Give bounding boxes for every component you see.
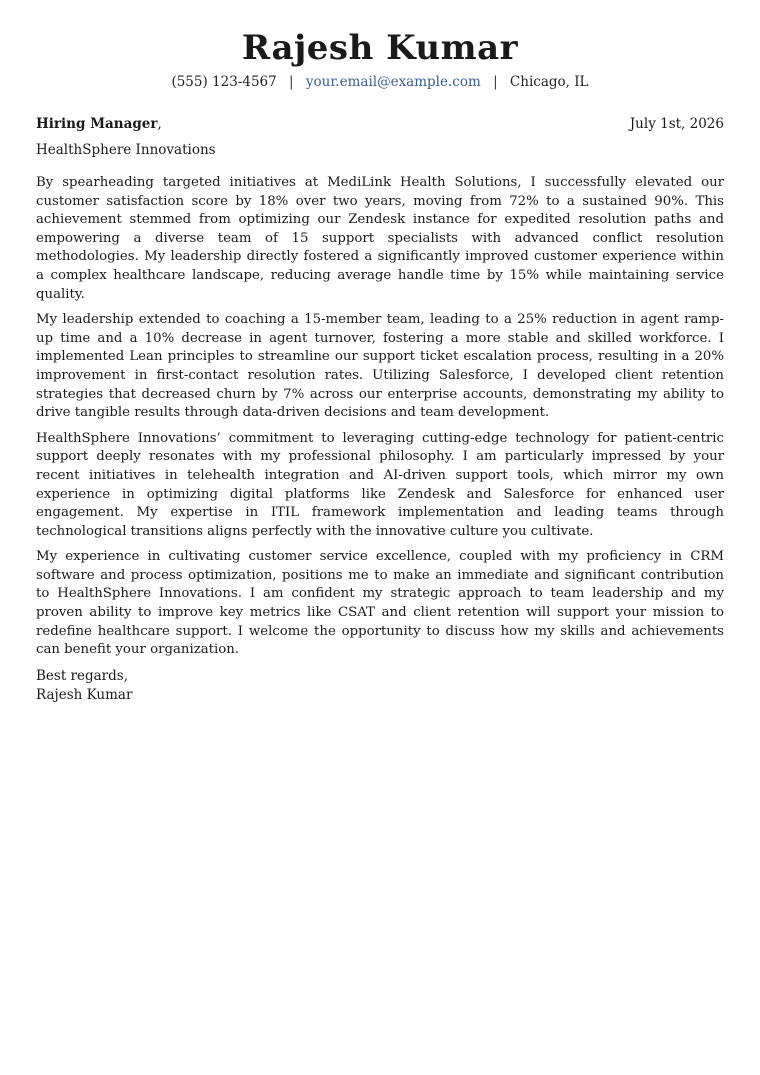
- recipient-company: HealthSphere Innovations: [36, 142, 216, 158]
- closing-signature: Rajesh Kumar: [36, 686, 133, 703]
- closing-salutation: Best regards,: [36, 667, 129, 684]
- letter-date: July 1st, 2026: [629, 116, 724, 132]
- contact-line: [36, 72, 724, 92]
- body-paragraph-1: By spearheading targeted initiatives at MediLink Health Solutions, I successfully elevated our customer satisfaction score by 18% over two years, moving from 72% to a sustained 90%. This achievement stemmed from optimizing our Zendesk instance for expedited resolution paths and empowering a diverse team of 15 support specialists with advanced conflict resolution methodologies. My leadership directly fostered a significantly improved customer experience within a complex healthcare landscape, reducing average handle time by 15% while maintaining service quality.: [36, 175, 724, 302]
- closing-block: [36, 667, 724, 705]
- body-paragraph-2: My leadership extended to coaching a 15-member team, leading to a 25% reduction in agent ramp-up time and a 10% decrease in agent turnover, fostering a more stable and skilled workforce. I implemented Lean principles to streamline our support ticket escalation process, resulting in a 20% improvement in first-contact resolution rates. Utilizing Salesforce, I developed client retention strategies that decreased churn by 7% across our enterprise accounts, demonstrating my ability to drive tangible results through data-driven decisions and team development.: [36, 312, 724, 421]
- recipient-name: Hiring Manager: [36, 116, 158, 132]
- recipient-line: [36, 114, 162, 134]
- body-paragraph-3: HealthSphere Innovations’ commitment to leveraging cutting-edge technology for patient-centric support deeply resonates with my professional philosophy. I am particularly impressed by your recent initiatives in telehealth integration and AI-driven support tools, which mirror my own experience in optimizing digital platforms like Zendesk and Salesforce for enhanced user engagement. My expertise in ITIL framework implementation and leading teams through technological transitions aligns perfectly with the innovative culture you cultivate.: [36, 430, 724, 539]
- email-link[interactable]: your.email@example.com: [305, 74, 481, 90]
- recipient-date-row: [36, 114, 724, 134]
- applicant-name: Rajesh Kumar: [241, 28, 519, 68]
- phone-number: (555) 123-4567: [171, 74, 277, 90]
- body-paragraph-4: My experience in cultivating customer service excellence, coupled with my proficiency in CRM software and process optimization, positions me to make an immediate and significant contribution to HealthSphere Innovations. I am confident my strategic approach to team leadership and my proven ability to improve key metrics like CSAT and client retention will support your mission to redefine healthcare support. I welcome the opportunity to discuss how my skills and achievements can benefit your organization.: [36, 549, 724, 658]
- contact-separator: |: [289, 74, 294, 90]
- letter-body: [36, 174, 724, 660]
- recipient-name-suffix: ,: [157, 116, 162, 132]
- contact-separator: |: [493, 74, 498, 90]
- location: Chicago, IL: [509, 74, 589, 90]
